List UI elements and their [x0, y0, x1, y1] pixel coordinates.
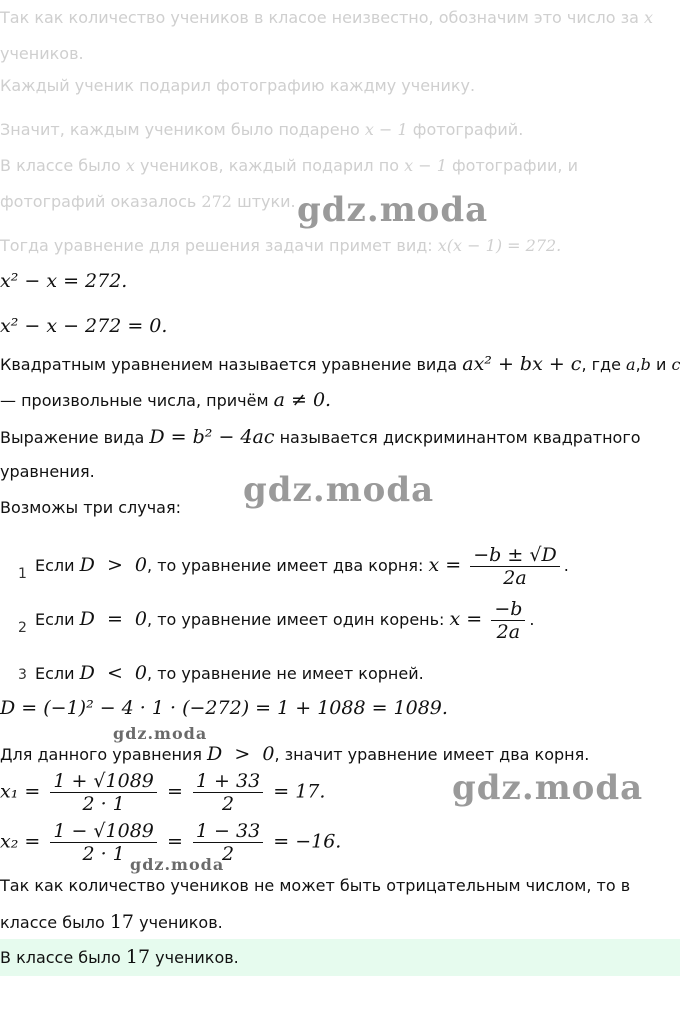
x1-lhs: x₁ =: [0, 780, 41, 803]
answer-box: [0, 939, 680, 976]
line-5-b: учеников, каждый подарил по: [140, 156, 399, 175]
watermark: gdz.moda: [297, 190, 489, 230]
equation-1: x² − x = 272.: [0, 270, 128, 292]
case-3-if: Если: [35, 664, 75, 683]
text-line-5: [0, 156, 578, 175]
conclusion-b: , значит уравнение имеет два корня.: [274, 745, 590, 764]
case-1-cond: D > 0: [79, 554, 148, 576]
case-2-fraction: [491, 598, 525, 643]
watermark: gdz.moda: [113, 724, 208, 743]
line-5-c: фотографии, и: [451, 156, 578, 175]
final-2-num: 17: [109, 911, 135, 933]
x1-denominator-2: 2: [222, 793, 235, 815]
case-1-tail: .: [563, 556, 569, 575]
line-6-text: фотографий оказалось: [0, 192, 197, 211]
line-7-math: x(x − 1) = 272.: [437, 236, 562, 255]
text-line-3: Каждый ученик подарил фотографию каждму ученику.: [0, 76, 476, 95]
x1-equals: =: [166, 780, 183, 803]
x1-numerator-1: 1 + √1089: [50, 770, 157, 793]
disc-def-text-a: Выражение вида: [0, 428, 145, 447]
discriminant-def-line-2: уравнения.: [0, 462, 95, 481]
text-line-4: [0, 120, 523, 139]
var-b: b: [640, 355, 651, 374]
line-7-text: Тогда уравнение для решения задачи примет вид:: [0, 236, 433, 255]
case-3-number: 3: [18, 667, 27, 683]
x1-numerator-2: 1 + 33: [193, 770, 263, 793]
final-2-b: учеников.: [139, 913, 223, 932]
final-2-a: классе было: [0, 913, 105, 932]
case-1-numerator: −b ± √D: [470, 544, 559, 567]
case-1: [35, 544, 569, 589]
equation-2: x² − x − 272 = 0.: [0, 315, 168, 337]
answer-num: 17: [125, 946, 151, 968]
discriminant-computation: D = (−1)² − 4 · 1 · (−272) = 1 + 1088 = 1089.: [0, 697, 448, 719]
root-x1: [0, 770, 325, 815]
conclusion-math: D > 0: [207, 743, 275, 765]
x2-lhs: x₂ =: [0, 830, 41, 853]
answer-text-a: В классе было: [0, 948, 121, 967]
quadratic-form: ax² + bx + c: [462, 353, 582, 375]
conclusion-a: Для данного уравнения: [0, 745, 202, 764]
line-6-num: 272: [201, 192, 232, 211]
case-2-if: Если: [35, 610, 75, 629]
x2-result: = −16.: [273, 830, 342, 853]
line-4-math: x − 1: [364, 120, 408, 139]
discriminant-def-line-1: [0, 426, 641, 448]
case-1-denominator: 2a: [503, 567, 527, 589]
text-line-2: учеников.: [0, 44, 84, 63]
line-1-var: x: [644, 8, 654, 27]
line-5-var: x: [125, 156, 135, 175]
text-line-7: [0, 236, 561, 255]
line-1-text: Так как количество учеников в класое неизвестно, обозначим это число за: [0, 8, 639, 27]
watermark: gdz.moda: [130, 855, 225, 874]
case-3-text: , то уравнение не имеет корней.: [147, 664, 424, 683]
x2-numerator-1: 1 − √1089: [50, 820, 157, 843]
case-2-text: , то уравнение имеет один корень:: [147, 610, 445, 629]
quadratic-def-text: Квадратным уравнением называется уравнение вида: [0, 355, 458, 374]
x2-denominator-2: 2: [222, 843, 235, 865]
cases-intro: Возможы три случая:: [0, 498, 181, 517]
quadratic-def-line-1: Квадратным уравнением называется уравнение вида ax² + bx + c, где a,b и c: [0, 353, 680, 375]
case-1-if: Если: [35, 556, 75, 575]
case-2-lhs: x =: [449, 608, 483, 630]
disc-formula: D = b² − 4ac: [149, 426, 275, 448]
case-1-text: , то уравнение имеет два корня:: [147, 556, 424, 575]
x2-denominator-1: 2 · 1: [82, 843, 125, 865]
conclusion-line: [0, 743, 589, 765]
case-2-number: 2: [18, 620, 27, 636]
case-1-fraction: [470, 544, 559, 589]
x1-fraction-2: [193, 770, 263, 815]
case-1-lhs: x =: [428, 554, 462, 576]
watermark: gdz.moda: [243, 470, 435, 510]
line-4-end: фотографий.: [412, 120, 524, 139]
conj-and: и: [656, 355, 667, 374]
x1-fraction-1: [50, 770, 157, 815]
quadratic-def-text-2: — произвольные числа, причём: [0, 391, 269, 410]
text-line-6: [0, 192, 296, 211]
line-5-a: В классе было: [0, 156, 121, 175]
x1-denominator-1: 2 · 1: [82, 793, 125, 815]
line-4-text: Значит, каждым учеником было подарено: [0, 120, 360, 139]
quadratic-where: , где: [581, 355, 621, 374]
x1-result: = 17.: [273, 780, 326, 803]
case-3: [35, 662, 424, 684]
line-6-end: штуки.: [237, 192, 296, 211]
case-2-numerator: −b: [491, 598, 525, 621]
x2-equals: =: [166, 830, 183, 853]
text-line-1: [0, 8, 653, 27]
x2-numerator-2: 1 − 33: [193, 820, 263, 843]
case-3-cond: D < 0: [79, 662, 148, 684]
final-line-1: Так как количество учеников не может быть отрицательным числом, то в: [0, 876, 631, 895]
case-2-denominator: 2a: [496, 621, 521, 643]
quadratic-def-line-2: [0, 389, 331, 411]
watermark: gdz.moda: [452, 768, 644, 808]
final-line-2: [0, 911, 223, 933]
case-1-number: 1: [18, 566, 27, 582]
var-c: c: [671, 355, 680, 374]
a-not-zero: a ≠ 0.: [273, 389, 332, 411]
case-2: [35, 598, 535, 643]
var-a: a: [626, 355, 636, 374]
disc-def-text-b: называется дискриминантом квадратного: [279, 428, 641, 447]
case-2-cond: D = 0: [79, 608, 148, 630]
line-5-math: x − 1: [404, 156, 447, 175]
answer-text-b: учеников.: [155, 948, 239, 967]
case-2-tail: .: [529, 610, 535, 629]
